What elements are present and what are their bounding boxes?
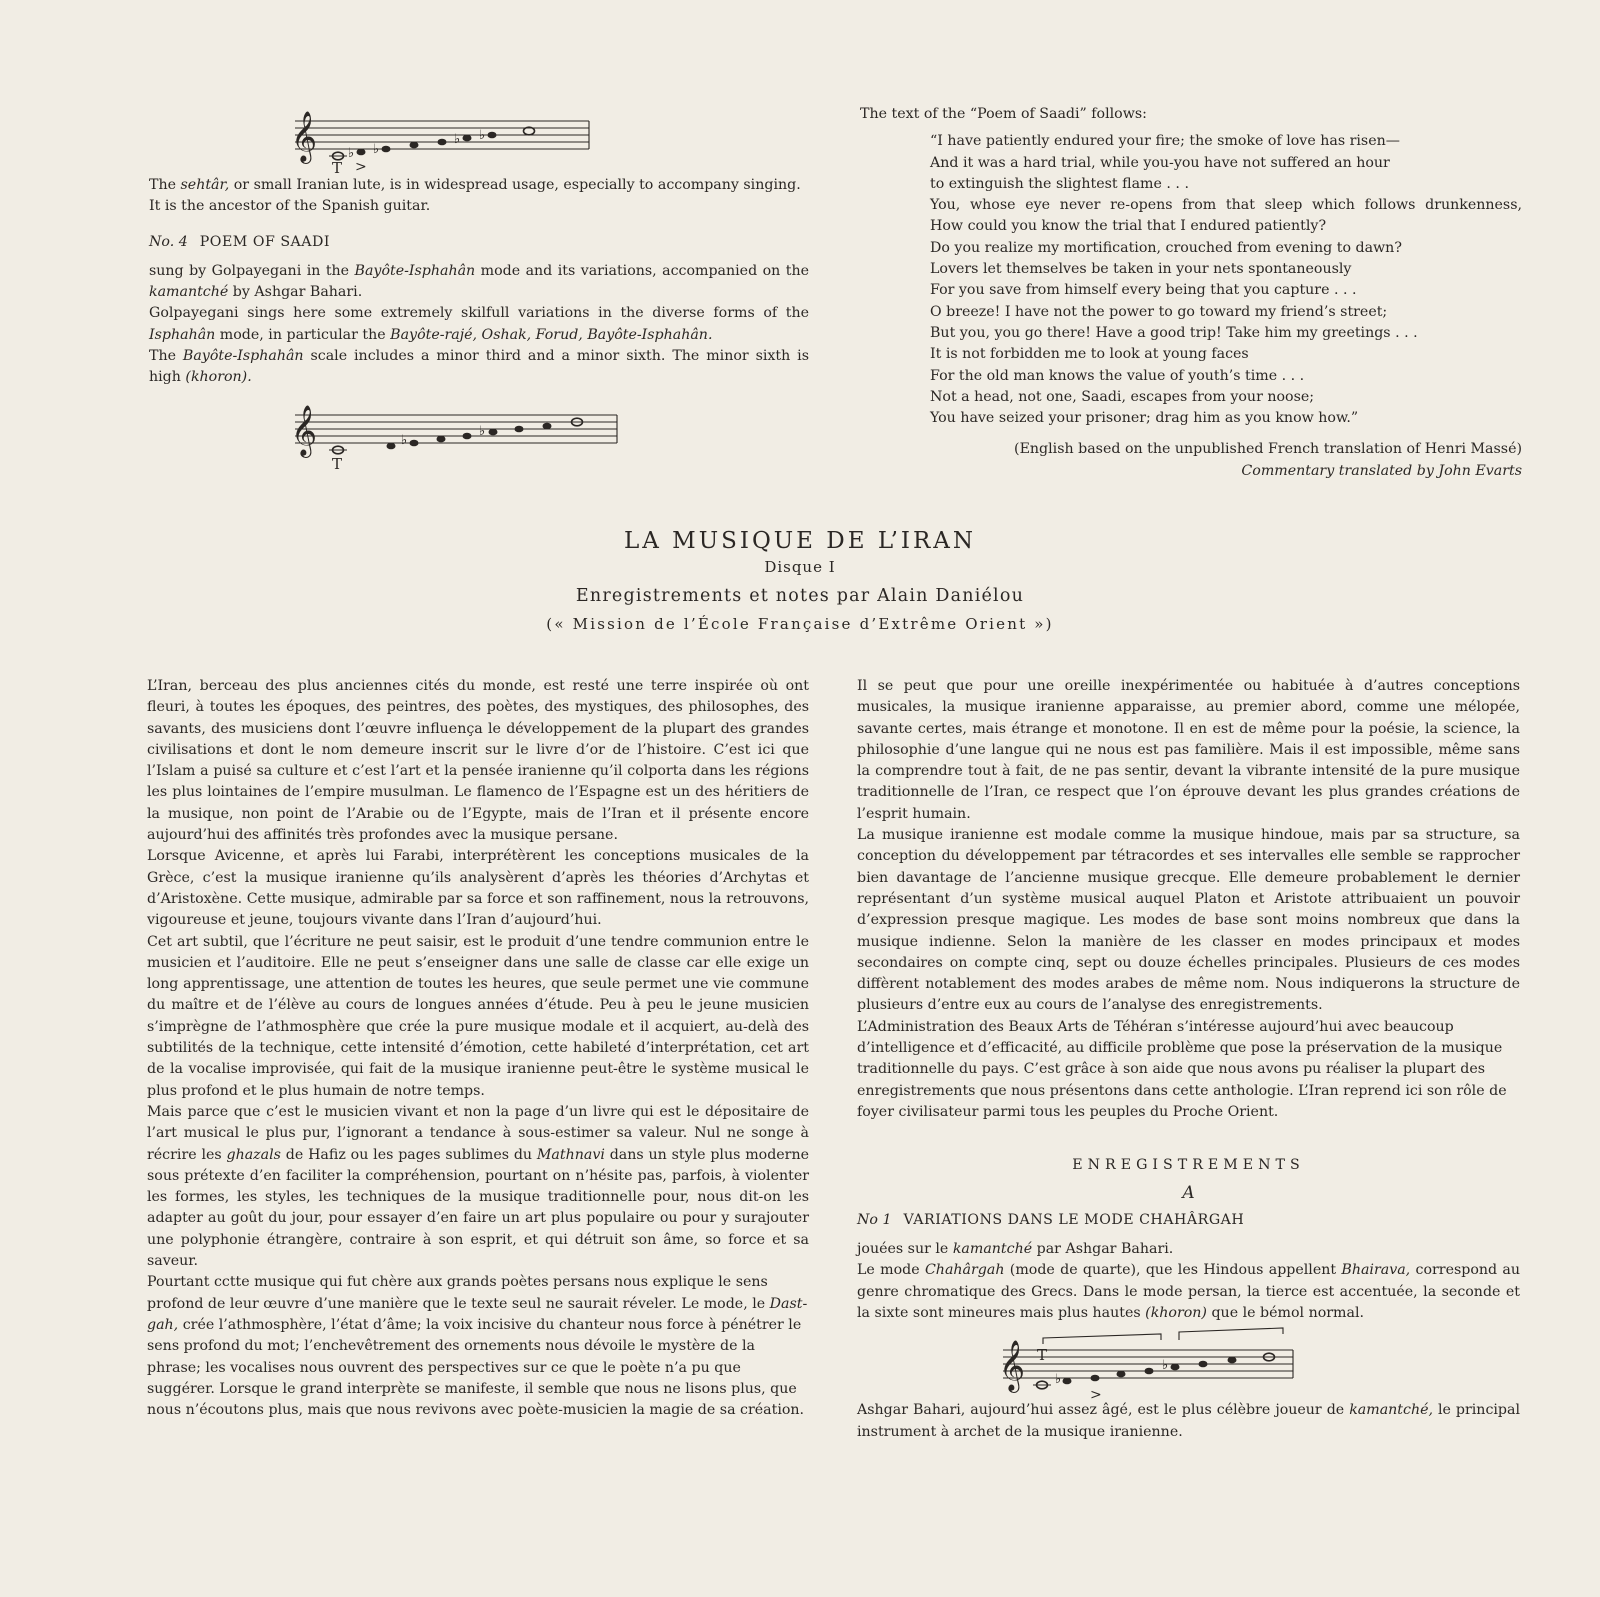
tonic-mark: T (332, 159, 343, 175)
mission-line: (« Mission de l’École Française d’Extrême Orient ») (546, 615, 1054, 633)
treble-clef-icon: 𝄞 (291, 111, 318, 162)
treble-clef-icon: 𝄞 (999, 1340, 1026, 1392)
enregistrements-heading: ENREGISTREMENTS (1072, 1157, 1305, 1174)
mode-paragraph: Le mode Chahârgah (mode de quarte), que les Hindous appellent Bhairava, correspond au genre chromatique des Grecs. Dans le mode persan, la tierce est accentuée, la seconde et la sixte sont mineures mais plus hautes (khoron) que le bémol normal. (857, 1262, 1521, 1322)
poem-line: You, whose eye never re-opens from that sleep which follows drunkenness, (930, 197, 1522, 214)
top-right-column (860, 104, 1522, 482)
accent-mark: > (355, 159, 367, 175)
paragraph: Cet art subtil, que l’écriture ne peut saisir, est le produit d’une tendre communion entre le musicien et l’auditoire. Elle ne peut s’enseigner dans une salle de classe car elle exige un long apprentissage, une attention de toutes les heures, que seule permet une vie commune du maître et de l’élève au cours de longues années d’étude. Peu à peu le jeune musicien s’imprègne de l’athmosphère que crée la pure musique modale et il acquiert, au-delà des subtilités de la technique, cette intensité d’émotion, cette habileté d’interprétation, cet art de la vocalise improvisée, qui fait de la musique iranienne peut-être le système musical le plus profond et le plus humain de notre temps. (147, 933, 809, 1099)
poem-line: Not a head, not one, Saadi, escapes from your noose; (930, 388, 1315, 405)
poem-line: For the old man knows the value of youth’s time . . . (930, 367, 1305, 384)
accent-mark: > (1090, 1387, 1102, 1401)
poem-line: But you, you go there! Have a good trip! Take him my greetings . . . (930, 324, 1418, 341)
svg-text:♭: ♭ (1162, 1358, 1169, 1374)
tonic-mark: T (1037, 1346, 1048, 1365)
treble-clef-icon: 𝄞 (291, 404, 318, 456)
top-left-column (149, 95, 809, 473)
music-staff-sehtar (149, 95, 809, 175)
svg-text:♭: ♭ (401, 432, 408, 448)
scale-paragraph: The Bayôte-Isphahân scale includes a minor third and a minor sixth. The minor sixth is high (khoron). (149, 348, 809, 386)
tonic-mark: T (332, 454, 343, 473)
poem-line: Do you realize my mortification, crouched from evening to dawn? (930, 239, 1402, 256)
svg-text:♭: ♭ (479, 423, 486, 439)
poem-line: O breeze! I have not the power to go toward my friend’s street; (930, 303, 1388, 320)
poem-line: For you save from himself every being that you capture . . . (930, 282, 1357, 299)
disque-subtitle: Disque I (764, 558, 836, 576)
paragraph: Pourtant cctte musique qui fut chère aux grands poètes persans nous explique le sens profond de leur œuvre d’une manière que le texte seul ne saurait réveler. Le mode, le Dast-gah, crée l’athmosphère, l’état d’âme; la voix incisive du chanteur nous force à pénétrer le sens profond du mot; l’enchevêtrement des ornements nous dévoile le mystère de la phrase; les vocalises nous ouvrent des perspectives sur ce que le poète n’a pu que suggérer. Lorsque le grand interprète se manifeste, il semble que nous ne lisons plus, que nous n’écoutons plus, mais que nous revivons avec poète-musicien la magie de sa création. (147, 1274, 808, 1419)
no1-heading: No 1 VARIATIONS DANS LE MODE CHAHÂRGAH (857, 1211, 1245, 1228)
poem-of-saadi (930, 131, 1522, 429)
no4-heading: No. 4 POEM OF SAADI (149, 233, 331, 250)
poem-line: to extinguish the slightest flame . . . (930, 175, 1189, 192)
poem-line: “I have patiently endured your fire; the smoke of love has risen— (930, 133, 1400, 150)
translation-credit: (English based on the unpublished French translation of Henri Massé) Commentary translated by John Evarts (1014, 441, 1522, 479)
sung-by-paragraph: sung by Golpayegani in the Bayôte-Isphahân mode and its variations, accompanied on the kamantché by Ashgar Bahari. (149, 262, 810, 301)
french-title-block (0, 526, 1600, 638)
golpayegani-paragraph: Golpayegani sings here some extremely skilfull variations in the diverse forms of the Isphahân mode, in particular the Bayôte-rajé, Oshak, Forud, Bayôte-Isphahân. (149, 305, 809, 343)
bottom-right-column (857, 676, 1520, 1443)
svg-text:♭: ♭ (348, 146, 355, 161)
paragraph: Mais parce que c’est le musicien vivant et non la page d’un livre qui est le dépositaire de l’art musical le plus pur, l’ignorant a tendance à sous-estimer sa valeur. Nul ne songe à récrire les ghazals de Hafiz ou les pages sublimes du Mathnavi dans un style plus moderne sous prétexte d’en faciliter la compréhension, pourtant on n’hésite pas, parfois, à violenter les formes, les styles, les techniques de la musique traditionnelle pour, nous dit-on les adapter au goût du jour, pour essayer d’en faire un art plus populaire ou pour y surajouter une polyphonie étrangère, contraire à son esprit, et qui détruit son âme, so force et sa saveur. (147, 1103, 810, 1270)
joue-paragraph: jouées sur le kamantché par Ashgar Bahari. (857, 1241, 1174, 1258)
svg-text:♭: ♭ (479, 128, 486, 143)
poem-line: How could you know the trial that I endured patiently? (930, 218, 1327, 235)
poem-line: It is not forbidden me to look at young faces (930, 346, 1249, 363)
side-letter: A (1182, 1182, 1195, 1203)
bottom-left-column (147, 676, 809, 1421)
poem-line: You have seized your prisoner; drag him as you know how.” (930, 410, 1359, 427)
svg-text:♭: ♭ (1055, 1372, 1062, 1388)
paragraph: Il se peut que pour une oreille inexpérimentée ou habituée à d’autres conceptions musicales, la musique iranienne apparaisse, au premier abord, comme une mélopée, savante certes, mais étrange et monotone. Il en est de même pour la poésie, la science, la philosophie d’une langue qui ne nous est pas familière. Mais il est impossible, même sans la comprendre tout à fait, de ne pas sentir, devant la vibrante intensité de la pure musique traditionnelle de l’Iran, ce respect que l’on éprouve devant les plus grandes créations de l’esprit humain. (857, 678, 1520, 822)
ashgar-paragraph: Ashgar Bahari, aujourd’hui assez âgé, est le plus célèbre joueur de kamantché, le principal instrument à archet de la musique iranienne. (857, 1402, 1521, 1440)
paragraph: Lorsque Avicenne, et après lui Farabi, interprétèrent les conceptions musicales de la Grèce, c’est la musique iranienne qu’ils analysèrent d’après les théories d’Archytas et d’Aristoxène. Cette musique, admirable par sa force et son raffinement, nous la retrouvons, vigoureuse et jeune, toujours vivante dans l’Iran d’aujourd’hui. (147, 848, 809, 929)
paragraph: La musique iranienne est modale comme la musique hindoue, mais par sa structure, sa conception du développement par tétracordes et ses intervalles elle semble se rapprocher bien davantage de l’ancienne musique grecque. Elle demeure probablement le dernier représentant d’un système musical auquel Platon et Aristote attribuaient un pouvoir d’expression presque magique. Les modes de base sont moins nombreux que dans la musique indienne. Selon la manière de les classer en modes principaux et modes secondaires on compte cinq, sept ou douze échelles principales. Plusieurs de ces modes diffèrent notablement des modes arabes de même nom. Nous indiquerons la structure de plusieurs d’entre eux au cours de l’analyse des enregistrements. (857, 827, 1520, 1014)
poem-line: And it was a hard trial, while you-you have not suffered an hour (930, 154, 1390, 171)
svg-text:♭: ♭ (454, 132, 461, 147)
poem-intro: The text of the “Poem of Saadi” follows: (860, 106, 1147, 122)
music-staff-bayote (149, 391, 809, 473)
paragraph: L’Iran, berceau des plus anciennes cités du monde, est resté une terre inspirée où ont fleuri, à toutes les époques, des peintres, des poètes, des mystiques, des philosophes, des savants, des musiciens dont l’œuvre influença le développement de la plupart des grandes civilisations et dont le nom demeure inscrit sur le livre d’or de l’histoire. C’est ici que l’Islam a puisé sa culture et c’est l’art et la pensée iranienne qu’il colporta dans les régions les plus lointaines de l’empire musulman. Le flamenco de l’Espagne est un des héritiers de la musique, non point de l’Arabie ou de l’Egypte, mais de l’Iran et il présente encore aujourd’hui des affinités très profondes avec la musique persane. (147, 678, 809, 844)
sehtar-paragraph: The sehtâr, or small Iranian lute, is in widespread usage, especially to accompany singing. It is the ancestor of the Spanish guitar. (149, 177, 801, 215)
page-title: LA MUSIQUE DE L’IRAN (623, 528, 977, 554)
poem-line: Lovers let themselves be taken in your nets spontaneously (930, 261, 1352, 278)
svg-text:♭: ♭ (373, 142, 380, 157)
music-staff-chahargah (857, 1324, 1520, 1400)
paragraph: L’Administration des Beaux Arts de Téhéran s’intéresse aujourd’hui avec beaucoup d’intelligence et d’efficacité, au difficile problème que pose la préservation de la musique traditionnelle du pays. C’est grâce à son aide que nous avons pu réaliser la plupart des enregistrements que nous présentons dans cette anthologie. L’Iran reprend ici son rôle de foyer civilisateur parmi tous les peuples du Proche Orient. (857, 1018, 1507, 1120)
author-line: Enregistrements et notes par Alain Daniélou (575, 586, 1025, 606)
